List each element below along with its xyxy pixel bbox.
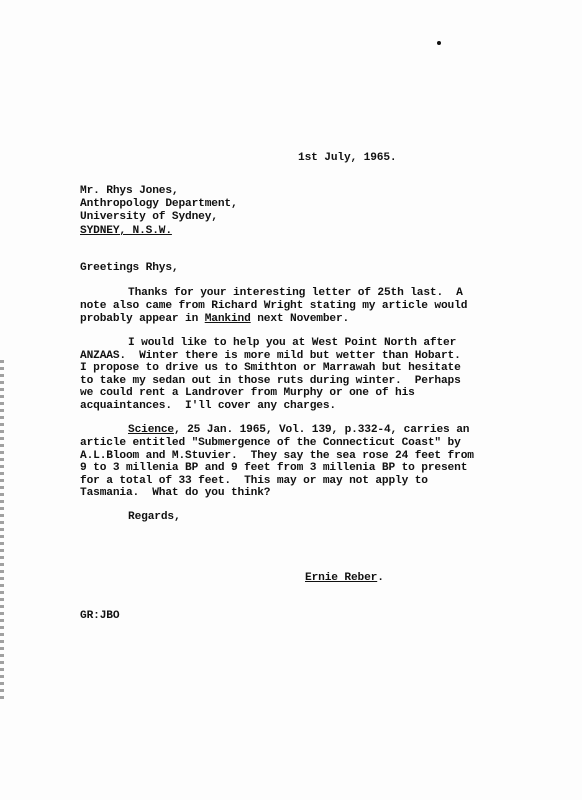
paragraph-line: acquaintances. I'll cover any charges. [80,400,336,412]
paragraph-line [80,314,349,325]
paragraph-line: article entitled "Submergence of the Connecticut Coast" by [80,437,461,449]
paragraph-line: 9 to 3 millenia BP and 9 feet from 3 millenia BP to present [80,462,468,474]
journal-title: Mankind [204,313,251,325]
scan-speck [437,41,441,45]
text-run: , 25 Jan. 1965, Vol. 139, p.332-4, carries an [173,424,470,436]
closing: Regards, [128,511,181,523]
signature-trail: . [377,572,384,584]
paragraph-line: to take my sedan out in those ruts during winter. Perhaps [80,375,461,387]
signature-name: Ernie Reber [305,572,378,584]
paragraph-line: for a total of 33 feet. This may or may not apply to [80,475,428,487]
letter-date: 1st July, 1965. [298,152,397,164]
addressee-city: SYDNEY, N.S.W. [80,225,172,237]
addressee-institution: University of Sydney, [80,211,218,223]
paragraph-line: Thanks for your interesting letter of 25th last. A [128,287,463,299]
paragraph-line: I propose to drive us to Smithton or Marrawah but hesitate [80,362,461,374]
journal-title: Science [128,424,174,436]
addressee-name: Mr. Rhys Jones, [80,185,179,197]
paragraph-line: note also came from Richard Wright stating my article would [80,300,468,312]
paragraph-line: ANZAAS. Winter there is more mild but wetter than Hobart. [80,350,461,362]
paragraph-line: A.L.Bloom and M.Stuvier. They say the sea rose 24 feet from [80,450,474,462]
greeting: Greetings Rhys, [80,262,179,274]
text-run: next November. [250,313,350,325]
paragraph-line: I would like to help you at West Point North after [128,337,457,349]
text-run: probably appear in [80,313,205,325]
reference-initials: GR:JBO [80,610,120,622]
signature [305,573,384,584]
paragraph-line: Tasmania. What do you think? [80,487,271,499]
paragraph-line [128,425,469,436]
scan-edge-artifact [0,360,4,700]
paragraph-line: we could rent a Landrover from Murphy or one of his [80,387,415,399]
addressee-department: Anthropology Department, [80,198,238,210]
